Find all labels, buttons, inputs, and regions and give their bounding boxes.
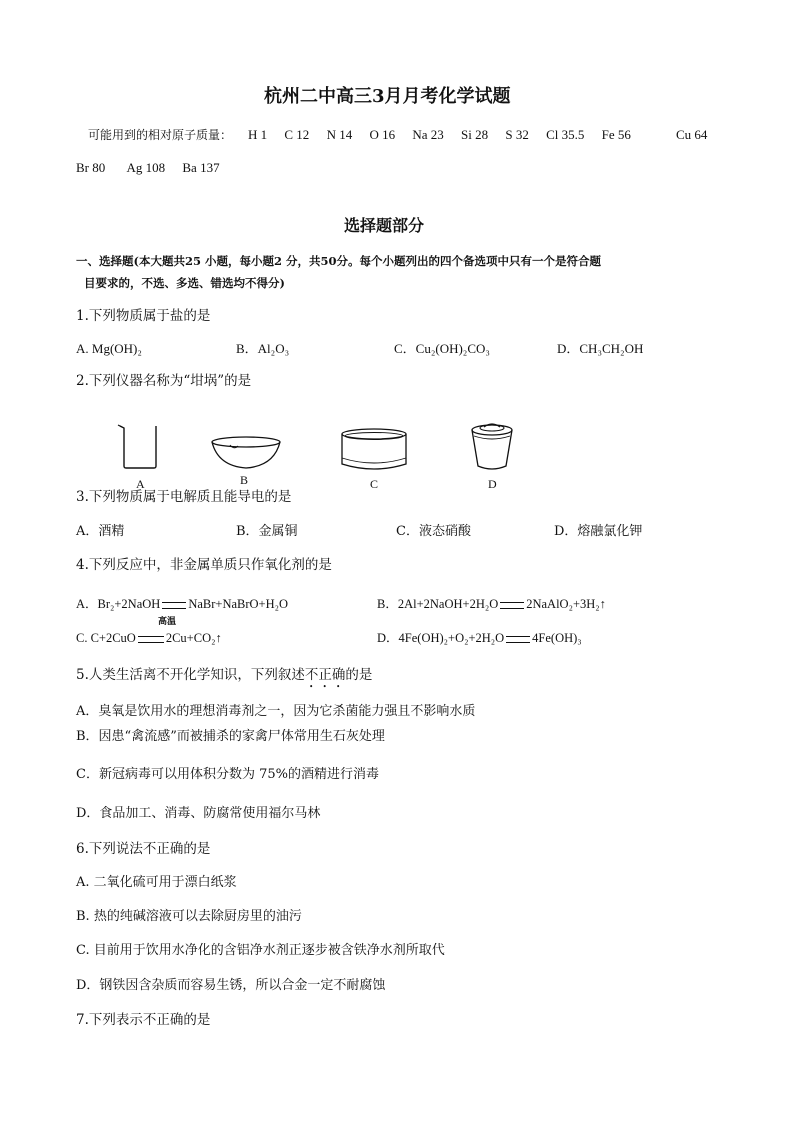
q6-option-b: B. 热的纯碱溶液可以去除厨房里的油污 [76,909,302,924]
q5-stem-pre: 5.人类生活离不开化学知识，下列叙述 [76,667,305,683]
mass-ag: Ag 108 [126,160,166,175]
equals-sign-icon [138,636,164,643]
q4-b-reactants: B．2Al+2NaOH+2H₂O [377,597,499,611]
q3-option-a: A．酒精 [76,524,125,539]
q5-option-d: D．食品加工、消毒、防腐常使用福尔马林 [76,806,321,821]
atomic-mass-line2 [76,161,220,174]
q4-stem: 4.下列反应中，非金属单质只作氧化剂的是 [76,557,332,573]
section-title: 选择题部分 [344,216,425,235]
q4-option-b [377,598,606,611]
mass-cl: Cl 35.5 [546,127,585,142]
q6-option-d: D．钢铁因含杂质而容易生锈，所以合金一定不耐腐蚀 [76,978,386,993]
q2-label-c: C [370,477,379,491]
page-title: 杭州二中高三3月月考化学试题 [264,86,511,107]
mass-s: S 32 [505,127,529,142]
crucible-icon [466,420,518,474]
q5-stem-post: 的是 [345,667,373,683]
q4-a-reactants: A．Br₂+2NaOH [76,597,161,611]
q3-option-b: B．金属铜 [236,524,298,539]
q4-b-products: 2NaAlO₂+3H₂↑ [526,597,606,611]
q3-option-d: D．熔融氯化钾 [554,524,643,539]
q3-option-c: C．液态硝酸 [396,524,471,539]
q4-option-c [76,632,222,645]
mass-h: H 1 [248,127,268,142]
q6-option-c: C. 目前用于饮用水净化的含铝净水剂正逐步被含铁净水剂所取代 [76,943,445,958]
equals-sign-icon [500,602,524,609]
q5-option-a: A．臭氧是饮用水的理想消毒剂之一，因为它杀菌能力强且不影响水质 [76,704,476,719]
q4-d-reactants: D．4Fe(OH)₂+O₂+2H₂O [377,631,505,645]
atomic-mass-label: 可能用到的相对原子质量： [88,128,233,142]
q5-option-b: B．因患“禽流感”而被捕杀的家禽尸体常用生石灰处理 [76,729,385,744]
q2-label-a: A [136,477,145,491]
q4-c-reactants: C. C+2CuO [76,631,136,645]
mass-si: Si 28 [461,127,489,142]
q4-c-products: 2Cu+CO₂↑ [165,631,222,645]
mass-cu: Cu 64 [676,127,708,142]
q3-stem: 3.下列物质属于电解质且能导电的是 [76,489,292,505]
mass-o: O 16 [369,127,396,142]
q6-stem: 6.下列说法不正确的是 [76,841,211,857]
equals-sign-icon [162,602,186,609]
crystallizing-dish-icon [338,426,410,474]
q4-a-products: NaBr+NaBrO+H₂O [188,597,289,611]
mass-ba: Ba 137 [182,160,220,175]
q5-option-c: C．新冠病毒可以用体积分数为 75%的酒精进行消毒 [76,767,379,782]
q4-option-d [377,632,582,645]
q4-d-products: 4Fe(OH)₃ [532,631,582,645]
section-instruction-2: 目要求的，不选、多选、错选均不得分) [84,276,285,290]
beaker-icon [114,420,162,472]
q5-stem-emphasis: 不正确 [304,667,346,683]
mass-c: C 12 [284,127,310,142]
q2-stem: 2.下列仪器名称为“坩埚”的是 [76,373,252,389]
q1-stem: 1.下列物质属于盐的是 [76,308,211,324]
mass-na: Na 23 [412,127,444,142]
mass-fe: Fe 56 [601,127,631,142]
q6-option-a: A. 二氧化硫可用于漂白纸浆 [76,875,237,890]
q1-option-a: A. Mg(OH)₂ [76,341,142,356]
evaporating-dish-icon [208,434,284,474]
q5-stem [76,667,372,691]
q4-option-a [76,598,288,611]
q2-label-d: D [488,477,497,491]
q1-option-b: B．Al₂O₃ [236,341,290,356]
mass-n: N 14 [326,127,353,142]
q1-option-c: C．Cu₂(OH)₂CO₃ [394,341,490,356]
atomic-mass-line1 [248,128,631,141]
q7-stem: 7.下列表示不正确的是 [76,1012,211,1028]
section-instruction-1: 一、选择题(本大题共25 小题，每小题2 分，共50分。每个小题列出的四个备选项中只有一个是符合题 [76,254,601,268]
q4-c-condition: 高温 [158,617,177,627]
mass-br: Br 80 [76,160,106,175]
q2-label-b: B [240,473,249,487]
equals-sign-icon [506,636,530,643]
q1-option-d: D．CH₃CH₂OH [557,341,644,356]
